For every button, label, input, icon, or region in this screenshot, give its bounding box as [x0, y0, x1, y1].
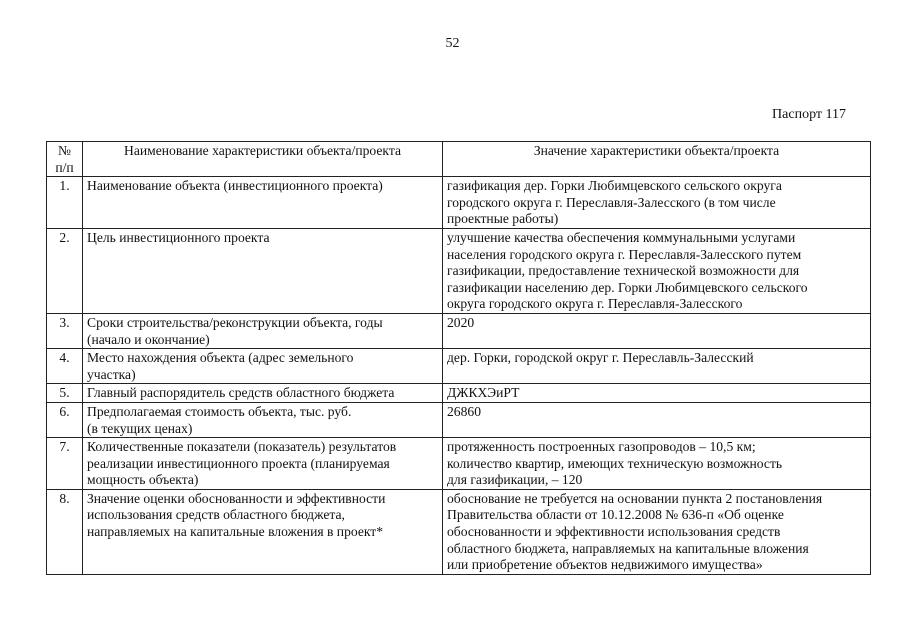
row-number: 8. — [47, 489, 83, 574]
characteristic-name — [83, 489, 443, 574]
characteristic-name — [83, 402, 443, 437]
row-number: 7. — [47, 438, 83, 490]
characteristic-name-line: Главный распорядитель средств областного бюджета — [87, 385, 395, 401]
characteristic-value — [443, 384, 871, 403]
characteristic-value — [443, 228, 871, 313]
row-number: 6. — [47, 402, 83, 437]
table-row — [47, 438, 871, 490]
table-row — [47, 402, 871, 437]
characteristic-value — [443, 313, 871, 348]
characteristic-value-line: городского округа г. Переславля-Залесского (в том числе — [447, 194, 776, 210]
characteristic-name-line: участка) — [87, 366, 136, 382]
characteristic-name-line: Сроки строительства/реконструкции объекта, годы — [87, 314, 383, 330]
characteristic-name-line: направляемых на капитальные вложения в проект* — [87, 524, 384, 540]
table-row — [47, 349, 871, 384]
characteristic-name-line: Количественные показатели (показатель) результатов — [87, 439, 397, 455]
characteristic-name-line: реализации инвестиционного проекта (планируемая — [87, 455, 390, 471]
characteristic-value-line: 26860 — [447, 403, 481, 419]
characteristic-value-line: количество квартир, имеющих техническую возможность — [447, 455, 783, 471]
characteristic-value-line: населения городского округа г. Переславля-Залесского путем — [447, 246, 802, 262]
table-row — [47, 177, 871, 229]
characteristic-value — [443, 402, 871, 437]
characteristic-value-line: обоснованности и эффективности использования средств — [447, 524, 781, 540]
header-value: Значение характеристики объекта/проекта — [443, 142, 871, 177]
row-number: 2. — [47, 228, 83, 313]
characteristic-name — [83, 438, 443, 490]
header-number-abbr: п/п — [55, 159, 74, 175]
header-name: Наименование характеристики объекта/проекта — [83, 142, 443, 177]
characteristic-value — [443, 438, 871, 490]
characteristic-name-line: Цель инвестиционного проекта — [87, 229, 270, 245]
characteristic-value-line: газификации населению дер. Горки Любимцевского сельского — [447, 279, 808, 295]
characteristic-value-line: дер. Горки, городской округ г. Переславль-Залесский — [447, 350, 754, 366]
characteristic-value-line: газификация дер. Горки Любимцевского сельского округа — [447, 178, 782, 194]
header-number — [47, 142, 83, 177]
characteristic-name — [83, 177, 443, 229]
characteristic-name-line: использования средств областного бюджета, — [87, 507, 345, 523]
characteristic-name-line: Предполагаемая стоимость объекта, тыс. руб. — [87, 403, 352, 419]
characteristic-name — [83, 384, 443, 403]
table-row — [47, 313, 871, 348]
characteristic-name — [83, 349, 443, 384]
characteristic-value — [443, 177, 871, 229]
characteristic-name — [83, 313, 443, 348]
characteristic-value-line: ДЖКХЭиРТ — [447, 385, 520, 401]
passport-table — [46, 141, 871, 575]
characteristic-value-line: округа городского округа г. Переславля-Залесского — [447, 296, 743, 312]
characteristic-name-line: мощность объекта) — [87, 472, 199, 488]
characteristic-value-line: протяженность построенных газопроводов – 10,5 км; — [447, 439, 756, 455]
characteristic-value-line: 2020 — [447, 314, 475, 330]
header-number-symbol: № — [58, 143, 71, 158]
characteristic-value-line: Правительства области от 10.12.2008 № 636-п «Об оценке — [447, 507, 784, 523]
table-header-row — [47, 142, 871, 177]
characteristic-value — [443, 349, 871, 384]
characteristic-value-line: или приобретение объектов недвижимого имущества» — [447, 557, 763, 573]
characteristic-value-line: обоснование не требуется на основании пункта 2 постановления — [447, 490, 823, 506]
characteristic-name-line: (начало и окончание) — [87, 331, 210, 347]
characteristic-value — [443, 489, 871, 574]
characteristic-name-line: Значение оценки обоснованности и эффективности — [87, 490, 386, 506]
passport-label: Паспорт 117 — [772, 107, 846, 122]
characteristic-name-line: Наименование объекта (инвестиционного проекта) — [87, 178, 383, 194]
row-number: 3. — [47, 313, 83, 348]
characteristic-value-line: областного бюджета, направляемых на капитальные вложения — [447, 540, 809, 556]
page-number: 52 — [445, 36, 460, 51]
row-number: 1. — [47, 177, 83, 229]
characteristic-value-line: газификации, предоставление технической возможности для — [447, 263, 800, 279]
table-row — [47, 228, 871, 313]
table-row — [47, 384, 871, 403]
table-row — [47, 489, 871, 574]
table-body — [47, 177, 871, 575]
characteristic-value-line: проектные работы) — [447, 211, 559, 227]
characteristic-value-line: улучшение качества обеспечения коммунальными услугами — [447, 229, 796, 245]
row-number: 4. — [47, 349, 83, 384]
characteristic-value-line: для газификации, – 120 — [447, 472, 583, 488]
characteristic-name — [83, 228, 443, 313]
characteristic-name-line: (в текущих ценах) — [87, 420, 193, 436]
row-number: 5. — [47, 384, 83, 403]
characteristic-name-line: Место нахождения объекта (адрес земельного — [87, 350, 354, 366]
